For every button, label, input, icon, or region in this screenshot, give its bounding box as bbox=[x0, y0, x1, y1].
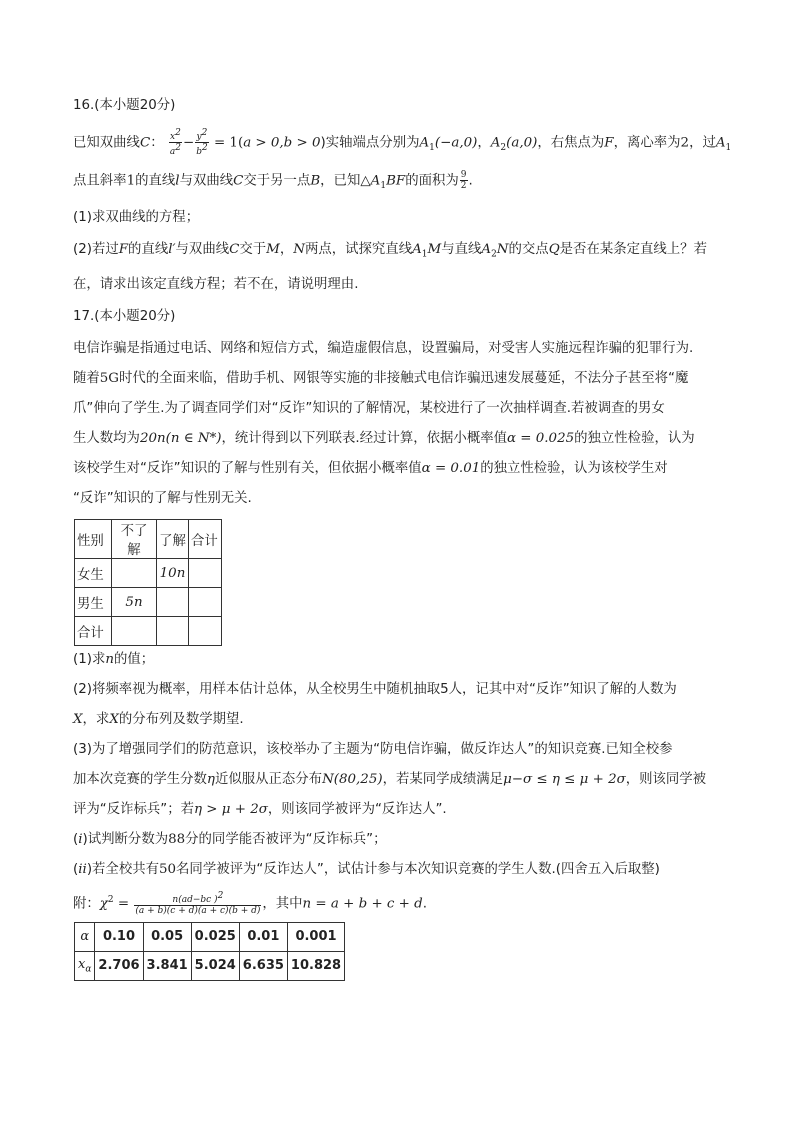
table-cell bbox=[157, 617, 189, 646]
table-cell: 0.001 bbox=[287, 922, 344, 951]
table-header-row bbox=[75, 520, 222, 559]
table-row bbox=[75, 617, 222, 646]
table-header-cell: $x_\alpha$ bbox=[75, 951, 95, 980]
q17-sub-3-ii: (ii)若全校共有50名同学被评为“反诈达人”，试估计参与本次知识竞赛的学生人数.(四舍五入后取整) bbox=[73, 862, 660, 878]
table-cell: 10.828 bbox=[287, 951, 344, 980]
q17-sub-2: (2)将频率视为概率，用样本估计总体，从全校男生中随机抽取5人，记其中对“反诈”知识了解的人数为 bbox=[73, 682, 677, 698]
table-row bbox=[75, 559, 222, 588]
table-cell: 0.10 bbox=[95, 922, 143, 951]
table-cell: 0.025 bbox=[191, 922, 239, 951]
table-cell: 5n bbox=[112, 588, 157, 617]
q17-sub-3-i: (i)试判断分数为88分的同学能否被评为“反诈标兵”； bbox=[73, 832, 387, 848]
table-cell: 女生 bbox=[75, 559, 112, 588]
q16-sub-2-cont: 在，请求出该定直线方程；若不在，请说明理由. bbox=[73, 277, 359, 293]
table-cell bbox=[189, 559, 222, 588]
table-row bbox=[75, 588, 222, 617]
fraction-x2-a2: $\frac{x^2}{a^2}$ bbox=[169, 128, 181, 157]
q17-para-2: 随着5G时代的全面来临，借助手机、网银等实施的非接触式电信诈骗迅速发展蔓延，不法分子甚至将“魔 bbox=[73, 371, 689, 387]
q17-sub-3-cont2: 评为“反诈标兵”；若η > μ + 2σ，则该同学被评为“反诈达人”. bbox=[73, 802, 447, 818]
contingency-table bbox=[74, 519, 222, 646]
q16-sub-2: (2)若过F的直线l′与双曲线C交于M，N两点，试探究直线$A_1M$与直线$A_2N$的交点Q是否在某条定直线上？若 bbox=[73, 242, 707, 261]
q16-header: 16.(本小题20分) bbox=[73, 98, 176, 113]
q16-para-2: 点且斜率1的直线l与双曲线C交于另一点B，已知$\triangle A_1BF$的面积为 $\frac{9}{2}$ . bbox=[73, 170, 473, 192]
chi-square-fraction: $\frac{n(ad-bc )^2}{(a + b)(c + d)(a + c)(b + d)}$ bbox=[135, 890, 261, 916]
table-header-cell: 不了解 bbox=[112, 520, 157, 559]
q17-attachment: 附：$\chi^2$ = $\frac{n(ad-bc )^2}{(a + b)(c + d)(a + c)(b + d)}$ ，其中n = a + b + c + d. bbox=[73, 890, 427, 916]
fraction-y2-b2: $\frac{y^2}{b^2}$ bbox=[196, 128, 208, 157]
q17-para-1: 电信诈骗是指通过电话、网络和短信方式，编造虚假信息，设置骗局，对受害人实施远程诈骗的犯罪行为. bbox=[73, 341, 694, 357]
table-cell bbox=[112, 559, 157, 588]
table-cell: 6.635 bbox=[239, 951, 287, 980]
q17-para-6: “反诈”知识的了解与性别无关. bbox=[73, 491, 252, 507]
table-header-cell: 合计 bbox=[189, 520, 222, 559]
table-cell bbox=[157, 588, 189, 617]
table-cell bbox=[189, 588, 222, 617]
q16-para-1: 已知双曲线C： $\frac{x^2}{a^2}$ − $\frac{y^2}{b^2}$ = 1(a > 0,b > 0)实轴端点分别为$A_1(-a,0)$，$A_2(a,0)$，右焦点为F，离心率为2，过$A_1$ bbox=[73, 128, 732, 157]
table-cell: 5.024 bbox=[191, 951, 239, 980]
table-header-cell: 了解 bbox=[157, 520, 189, 559]
q16-sub-1: (1)求双曲线的方程； bbox=[73, 210, 200, 226]
document-page bbox=[73, 96, 732, 981]
table-cell: 男生 bbox=[75, 588, 112, 617]
table-cell: 10n bbox=[157, 559, 189, 588]
table-cell bbox=[189, 617, 222, 646]
table-header-cell: α bbox=[75, 922, 95, 951]
q17-para-5: 该校学生对“反诈”知识的了解与性别有关，但依据小概率值α = 0.01的独立性检验，认为该校学生对 bbox=[73, 461, 668, 477]
q17-sub-3-cont: 加本次竞赛的学生分数η近似服从正态分布N(80,25)，若某同学成绩满足μ−σ ≤ η ≤ μ + 2σ，则该同学被 bbox=[73, 772, 707, 788]
table-row bbox=[75, 951, 345, 980]
q17-para-4: 生人数均为20n(n ∈ N*)，统计得到以下列联表.经过计算，依据小概率值α = 0.025的独立性检验，认为 bbox=[73, 431, 695, 447]
q17-header: 17.(本小题20分) bbox=[73, 309, 176, 325]
table-cell: 2.706 bbox=[95, 951, 143, 980]
critical-value-table bbox=[74, 922, 345, 981]
q17-sub-3: (3)为了增强同学们的防范意识，该校举办了主题为“防电信诈骗，做反诈达人”的知识竞赛.已知全校参 bbox=[73, 742, 673, 758]
q17-para-3: 爪”伸向了学生.为了调查同学们对“反诈”知识的了解情况，某校进行了一次抽样调查.若被调查的男女 bbox=[73, 401, 665, 417]
table-cell: 3.841 bbox=[143, 951, 191, 980]
table-row bbox=[75, 922, 345, 951]
fraction-nine-halves: $\frac{9}{2}$ bbox=[460, 170, 467, 192]
table-cell: 合计 bbox=[75, 617, 112, 646]
q17-sub-1: (1)求n的值； bbox=[73, 652, 155, 668]
table-cell: 0.05 bbox=[143, 922, 191, 951]
q17-sub-2-cont: X，求X的分布列及数学期望. bbox=[73, 712, 244, 728]
table-header-cell: 性别 bbox=[75, 520, 112, 559]
table-cell bbox=[112, 617, 157, 646]
table-cell: 0.01 bbox=[239, 922, 287, 951]
